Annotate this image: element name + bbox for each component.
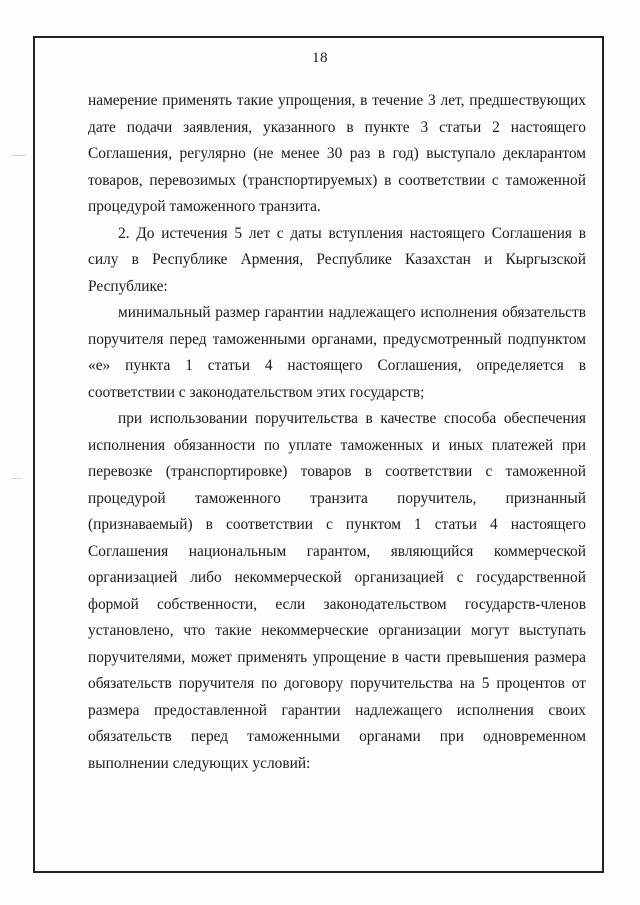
document-body [88,88,586,777]
paragraph-minimum-guarantee: минимальный размер гарантии надлежащего исполнения обязательств поручителя перед таможенными органами, предусмотренный подпунктом «е» пункта 1 статьи 4 настоящего Соглашения, определяется в соответствии с законодательством этих государств; [88,304,586,401]
page-number: 18 [312,50,328,66]
paragraph-item-2: 2. До истечения 5 лет с даты вступления настоящего Соглашения в силу в Республике Армения, Республике Казахстан и Кыргызской Республике: [88,224,586,295]
scan-mark [12,155,26,156]
scan-mark [12,478,22,479]
paragraph-continuation: намерение применять такие упрощения, в течение 3 лет, предшествующих дате подачи заявления, указанного в пункте 3 статьи 2 настоящего Соглашения, регулярно (не менее 30 раз в год) выступало декларантом товаров, перевозимых (транспортируемых) в соответствии с таможенной процедурой таможенного транзита. [88,92,586,215]
paragraph-surety-simplification: при использовании поручительства в качестве способа обеспечения исполнения обязанности по уплате таможенных и иных платежей при перевозке (транспортировке) товаров в соответствии с таможенной процедурой таможенного транзита поручитель, признанный (признаваемый) в соответствии с пунктом 1 статьи 4 настоящего Соглашения национальным гарантом, являющийся коммерческой организацией либо некоммерческой организацией с государственной формой собственности, если законодательством государств-членов установлено, что такие некоммерческие организации могут выступать поручителями, может применять упрощение в части превышения размера обязательств поручителя по договору поручительства на 5 процентов от размера предоставленной гарантии надлежащего исполнения своих обязательств перед таможенными органами при одновременном выполнении следующих условий: [88,410,586,772]
